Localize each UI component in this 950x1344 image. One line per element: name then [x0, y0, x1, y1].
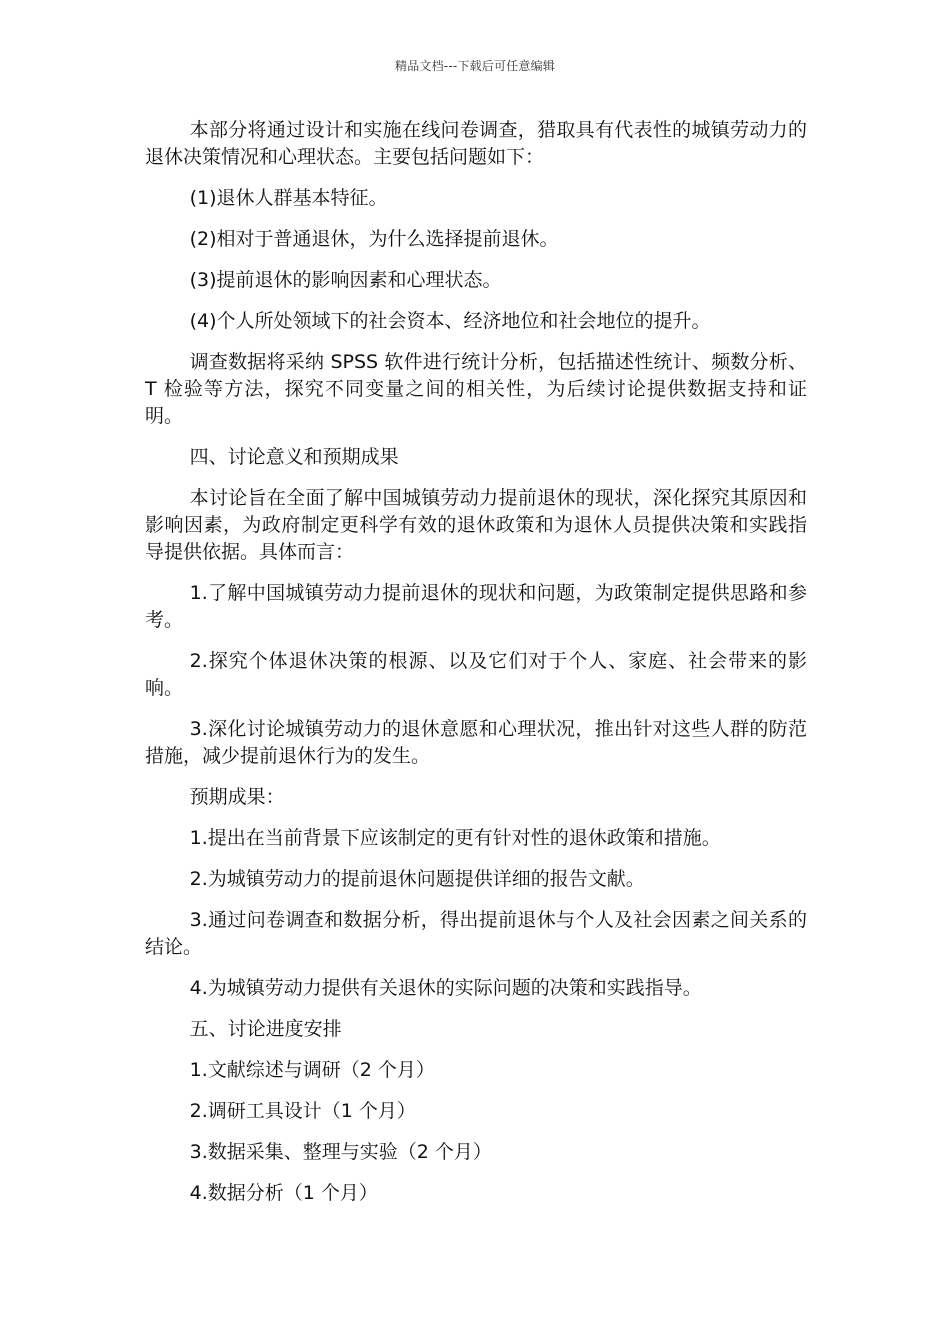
- list-item-result-3: 3.通过问卷调查和数据分析，得出提前退休与个人及社会因素之间关系的结论。: [145, 909, 807, 958]
- subheading-expected-results: 预期成果：: [189, 786, 285, 808]
- list-item-schedule-1: 1.文献综述与调研（2 个月）: [189, 1059, 435, 1081]
- list-item-significance-2: 2.探究个体退休决策的根源、以及它们对于个人、家庭、社会带来的影响。: [145, 650, 807, 699]
- list-item-result-1: 1.提出在当前背景下应该制定的更有针对性的退休政策和措施。: [189, 827, 721, 849]
- list-item-result-4: 4.为城镇劳动力提供有关退休的实际问题的决策和实践指导。: [189, 977, 702, 999]
- paragraph-significance: 本讨论旨在全面了解中国城镇劳动力提前退休的现状，深化探究其原因和影响因素，为政府制定更科学有效的退休政策和为退休人员提供决策和实践指导提供依据。具体而言：: [145, 487, 807, 563]
- page-header: 精品文档---下载后可任意编辑: [395, 59, 555, 73]
- document-body: [145, 117, 807, 1221]
- list-item-question-1: (1)退休人群基本特征。: [189, 187, 388, 209]
- list-item-question-3: (3)提前退休的影响因素和心理状态。: [189, 269, 502, 291]
- paragraph-survey-intro: 本部分将通过设计和实施在线问卷调查，猎取具有代表性的城镇劳动力的退休决策情况和心理状态。主要包括问题如下：: [145, 119, 807, 168]
- list-item-schedule-2: 2.调研工具设计（1 个月）: [189, 1100, 416, 1122]
- list-item-schedule-4: 4.数据分析（1 个月）: [189, 1182, 378, 1204]
- paragraph-analysis-method: 调查数据将采纳 SPSS 软件进行统计分析，包括描述性统计、频数分析、T 检验等方法，探究不同变量之间的相关性，为后续讨论提供数据支持和证明。: [145, 351, 807, 427]
- section-heading-significance: 四、讨论意义和预期成果: [189, 446, 399, 468]
- section-heading-schedule: 五、讨论进度安排: [189, 1018, 342, 1040]
- list-item-schedule-3: 3.数据采集、整理与实验（2 个月）: [189, 1141, 492, 1163]
- list-item-question-4: (4)个人所处领域下的社会资本、经济地位和社会地位的提升。: [189, 310, 711, 332]
- list-item-question-2: (2)相对于普通退休，为什么选择提前退休。: [189, 228, 559, 250]
- list-item-result-2: 2.为城镇劳动力的提前退休问题提供详细的报告文献。: [189, 868, 645, 890]
- list-item-significance-3: 3.深化讨论城镇劳动力的退休意愿和心理状况，推出针对这些人群的防范措施，减少提前退休行为的发生。: [145, 718, 807, 767]
- list-item-significance-1: 1.了解中国城镇劳动力提前退休的现状和问题，为政策制定提供思路和参考。: [145, 582, 807, 631]
